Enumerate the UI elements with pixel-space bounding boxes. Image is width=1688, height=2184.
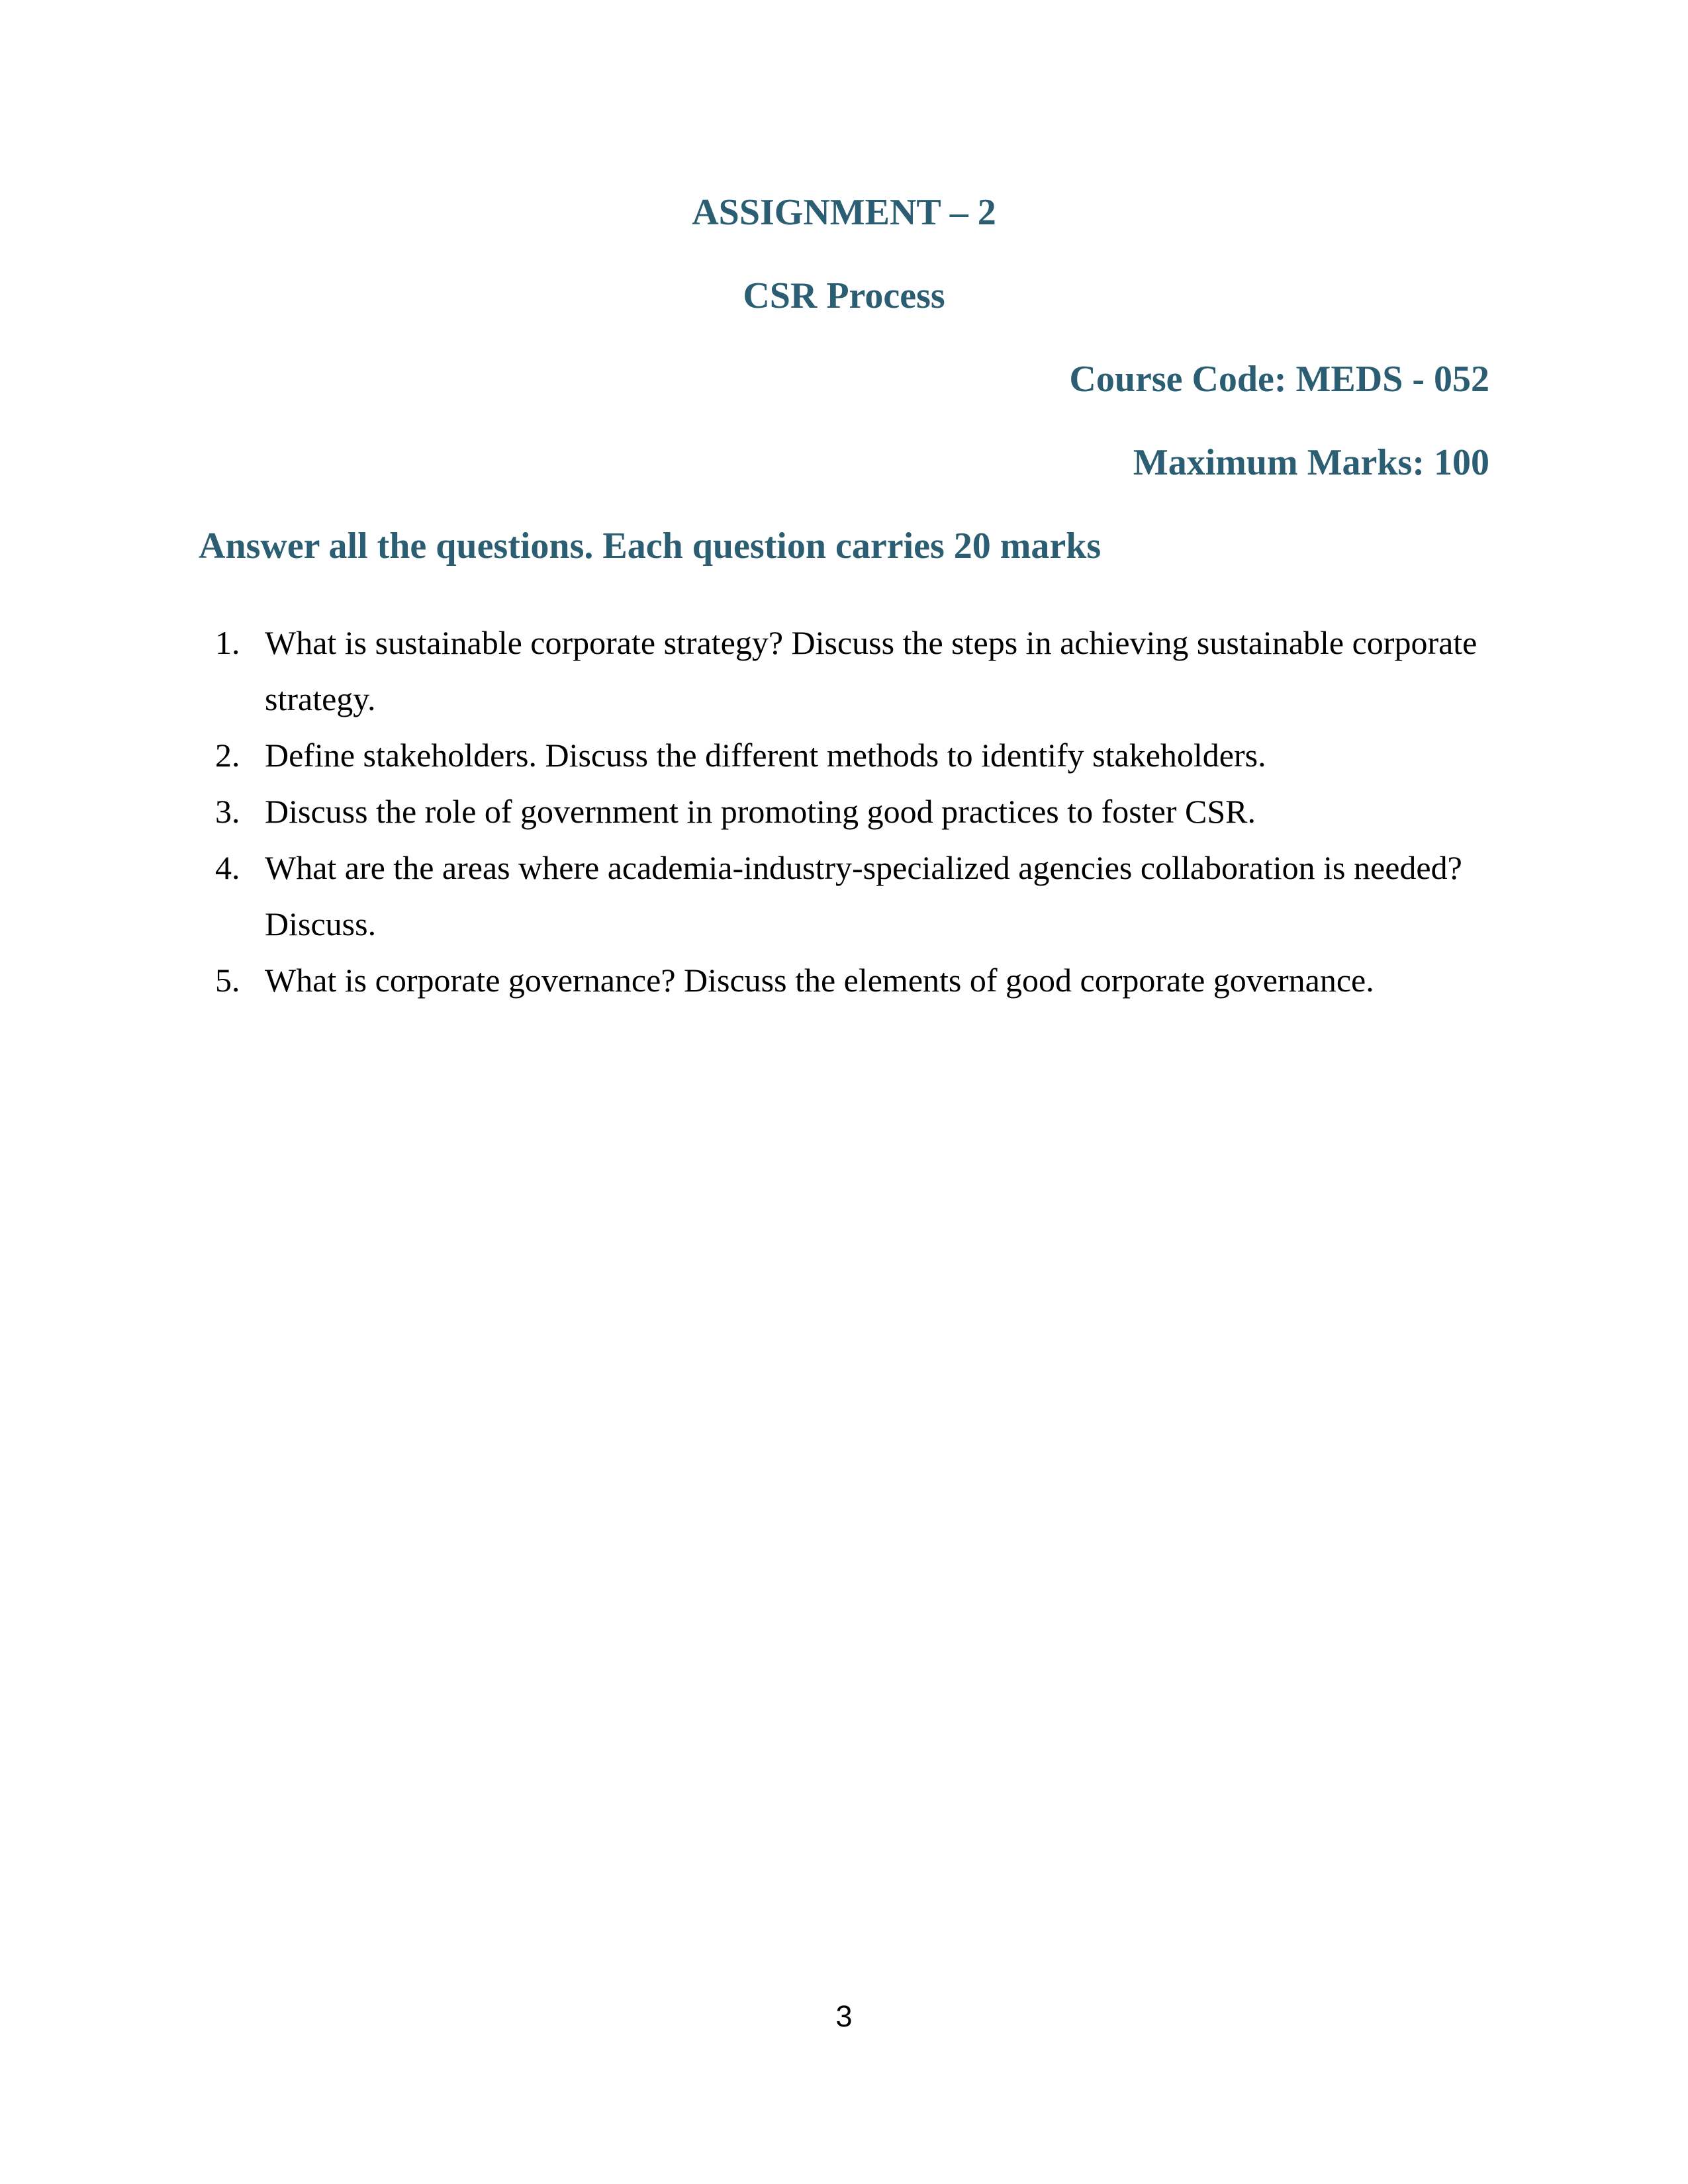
instruction-line: Answer all the questions. Each question carries 20 marks bbox=[199, 525, 1102, 567]
question-item bbox=[199, 952, 1489, 1009]
page-number: 3 bbox=[835, 1999, 853, 2033]
question-item bbox=[199, 784, 1489, 840]
question-item bbox=[199, 615, 1489, 727]
question-text: Discuss the role of government in promoting good practices to foster CSR. bbox=[265, 793, 1256, 830]
question-text: What are the areas where academia-industry-specialized agencies collaboration is needed? Discuss. bbox=[265, 849, 1462, 942]
assignment-title: ASSIGNMENT – 2 bbox=[692, 192, 996, 233]
question-text: What is corporate governance? Discuss the elements of good corporate governance. bbox=[265, 962, 1374, 999]
question-text: Define stakeholders. Discuss the different methods to identify stakeholders. bbox=[265, 737, 1266, 774]
question-number: 2. bbox=[215, 737, 240, 774]
question-item bbox=[199, 840, 1489, 952]
question-text: What is sustainable corporate strategy? Discuss the steps in achieving sustainable corporate strategy. bbox=[265, 624, 1477, 717]
question-number: 5. bbox=[215, 962, 240, 999]
question-number: 1. bbox=[215, 624, 240, 661]
question-number: 3. bbox=[215, 793, 240, 830]
assignment-subtitle: CSR Process bbox=[743, 275, 945, 316]
question-item bbox=[199, 727, 1489, 784]
course-code-line: Course Code: MEDS - 052 bbox=[1069, 359, 1489, 400]
maximum-marks-line: Maximum Marks: 100 bbox=[1133, 442, 1489, 483]
question-number: 4. bbox=[215, 849, 240, 886]
question-list bbox=[199, 615, 1489, 1009]
